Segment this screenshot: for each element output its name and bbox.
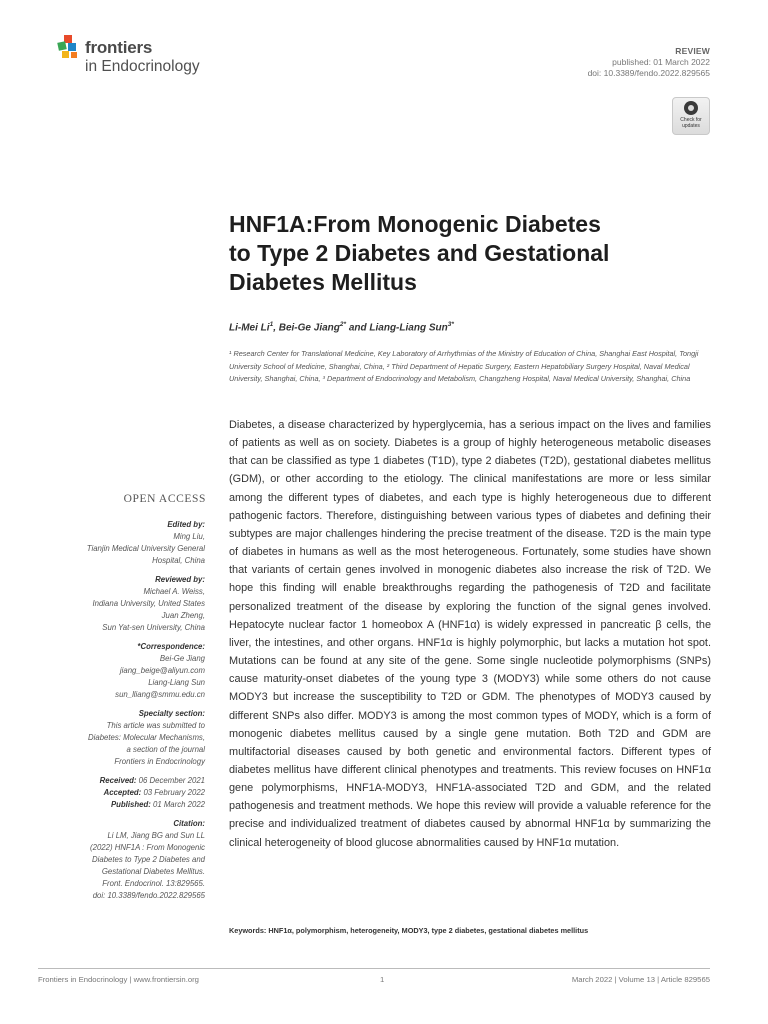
- specialty-line: a section of the journal: [126, 745, 205, 754]
- author-affiliation-mark: 1: [269, 321, 274, 328]
- author-affiliation-mark: 2*: [339, 321, 347, 328]
- correspondence-block: [25, 641, 205, 701]
- article-title: [229, 210, 709, 297]
- specialty-line: Diabetes: Molecular Mechanisms,: [88, 733, 205, 742]
- specialty-line: Frontiers in Endocrinology: [114, 757, 205, 766]
- correspondent-email-link[interactable]: jiang_beige@aliyun.com: [119, 666, 205, 675]
- correspondent-name: Bei-Ge Jiang: [159, 654, 205, 663]
- published-date: published: 01 March 2022: [612, 57, 710, 67]
- citation-block: [25, 818, 205, 902]
- footer-journal-link[interactable]: Frontiers in Endocrinology | www.frontiersin.org: [38, 975, 199, 984]
- accepted-label: Accepted:: [103, 788, 142, 797]
- dates-block: [25, 775, 205, 811]
- author-separator: and: [346, 322, 370, 334]
- accepted-value: 03 February 2022: [141, 788, 205, 797]
- correspondence-heading: *Correspondence:: [137, 642, 205, 651]
- reviewer-line: Sun Yat-sen University, China: [102, 623, 205, 632]
- brand-name: frontiers: [85, 38, 153, 57]
- author-name[interactable]: Bei-Ge Jiang: [278, 322, 340, 334]
- received-label: Received:: [99, 776, 137, 785]
- article-doi[interactable]: doi: 10.3389/fendo.2022.829565: [587, 68, 710, 78]
- correspondent-email-link[interactable]: sun_lliang@smmu.edu.cn: [115, 690, 205, 699]
- frontiers-logo-icon: [56, 34, 84, 62]
- reviewer-line: Indiana University, United States: [92, 599, 205, 608]
- received-value: 06 December 2021: [136, 776, 205, 785]
- open-access-label: OPEN ACCESS: [123, 493, 206, 505]
- reviewed-by-block: [25, 574, 205, 634]
- editor-line: Tianjin Medical University General: [86, 544, 205, 553]
- title-line-1: HNF1A:From Monogenic Diabetes: [229, 211, 601, 237]
- author-separator: ,: [273, 322, 279, 334]
- specialty-section-block: [25, 708, 205, 768]
- published-label: Published:: [110, 800, 151, 809]
- edited-by-block: [25, 519, 205, 567]
- article-sidebar: [25, 519, 205, 909]
- journal-name: in Endocrinology: [85, 58, 200, 75]
- correspondent-name: Liang-Liang Sun: [148, 678, 205, 687]
- page-number: 1: [380, 975, 385, 984]
- specialty-heading: Specialty section:: [138, 709, 205, 718]
- accepted-date: [25, 787, 205, 799]
- author-list: [229, 321, 709, 333]
- reviewer-line: Michael A. Weiss,: [143, 587, 205, 596]
- keywords: Keywords: HNF1α, polymorphism, heterogeneity, MODY3, type 2 diabetes, gestational diabetes mellitus: [229, 926, 589, 935]
- affiliations: ¹ Research Center for Translational Medicine, Key Laboratory of Arrhythmias of the Ministry of Education of China, Shanghai East Hospital, Tongji University School of Medicine, Shanghai, China, ² Third Department of Hepatic Surgery, Eastern Hepatobiliary Surgery Hospital, Naval Medical University, Shanghai, China, ³ Department of Endocrinology and Metabolism, Changzheng Hospital, Naval Medical University, Shanghai, China: [229, 349, 699, 383]
- bookmark-icon: [684, 101, 698, 115]
- author-affiliation-mark: 3*: [447, 321, 454, 328]
- author-name[interactable]: Li-Mei Li: [229, 322, 270, 334]
- author-name[interactable]: Liang-Liang Sun: [369, 322, 448, 334]
- article-type: REVIEW: [675, 46, 710, 56]
- citation-line: Li LM, Jiang BG and Sun LL: [107, 831, 205, 840]
- editor-line: Ming Liu,: [173, 532, 205, 541]
- check-for-updates-badge[interactable]: [672, 97, 710, 135]
- received-date: [25, 775, 205, 787]
- title-line-2: to Type 2 Diabetes and Gestational: [229, 240, 610, 266]
- citation-heading: Citation:: [173, 819, 205, 828]
- citation-line: Diabetes to Type 2 Diabetes and: [92, 855, 205, 864]
- citation-line: (2022) HNF1A : From Monogenic: [90, 843, 205, 852]
- footer-divider: [38, 968, 710, 969]
- citation-doi-link[interactable]: doi: 10.3389/fendo.2022.829565: [92, 891, 205, 900]
- abstract: Diabetes, a disease characterized by hyperglycemia, has a serious impact on the lives and families of patients as well as on society. Diabetes is a group of highly heterogeneous metabolic diseases that can be classified as type 1 diabetes (T1D), type 2 diabetes (T2D), gestational diabetes mellitus (GDM), or other according to the etiology. The clinical manifestations are more or less similar among the different types of diabetes, and each type is highly heterogeneous due to different pathogenic factors. Therefore, distinguishing between various types of diabetes and defining their subtypes are major challenges hindering the precise treatment of the disease. T2D is the main type of diabetes in humans as well as the most heterogeneous. Fortunately, some studies have shown that variants of certain genes involved in monogenic diabetes also increase the risk of T2D. We hope this finding will enable breakthroughs regarding the pathogenesis of T2D and facilitate personalized treatment of the disease by exploring the function of the signal genes involved. Hepatocyte nuclear factor 1 homeobox A (HNF1α) is widely expressed in pancreatic β cells, the liver, the intestines, and other organs. HNF1α is highly polymorphic, but lacks a mutation hot spot. Mutations can be found at any site of the gene. Some single nucleotide polymorphisms (SNPs) cause maturity-onset diabetes of the young type 3 (MODY3) while some others do not cause MODY3 but increase the susceptibility to T2D or GDM. The phenotypes of MODY3 caused by different SNPs also differ. MODY3 is among the most common types of MODY, which is a form of monogenic diabetes mellitus caused by a single gene mutation. Both T2D and GDM are multifactorial diseases caused by both genetic and environmental factors. Different types of diabetes mellitus have different clinical phenotypes and treatments. This review focuses on HNF1α gene polymorphisms, HNF1A-MODY3, HNF1A-associated T2D and GDM, and the related pathogenesis and treatment methods. We hope this review will provide a valuable reference for the precise and individualized treatment of diabetes caused by abnormal HNF1α by summarizing the clinical heterogeneity of blood glucose abnormalities caused by HNF1α mutation.: [229, 419, 711, 849]
- title-line-3: Diabetes Mellitus: [229, 269, 417, 295]
- check-for-updates-label: Check for updates: [680, 117, 702, 129]
- published-date-sidebar: [25, 799, 205, 811]
- edited-by-heading: Edited by:: [167, 520, 205, 529]
- article-meta: [588, 46, 710, 79]
- reviewed-by-heading: Reviewed by:: [155, 575, 205, 584]
- specialty-line: This article was submitted to: [106, 721, 205, 730]
- citation-line: Front. Endocrinol. 13:829565.: [102, 879, 205, 888]
- editor-line: Hospital, China: [152, 556, 205, 565]
- citation-line: Gestational Diabetes Mellitus.: [101, 867, 205, 876]
- footer-issue-info: March 2022 | Volume 13 | Article 829565: [571, 975, 710, 984]
- published-value: 01 March 2022: [150, 800, 205, 809]
- reviewer-line: Juan Zheng,: [161, 611, 205, 620]
